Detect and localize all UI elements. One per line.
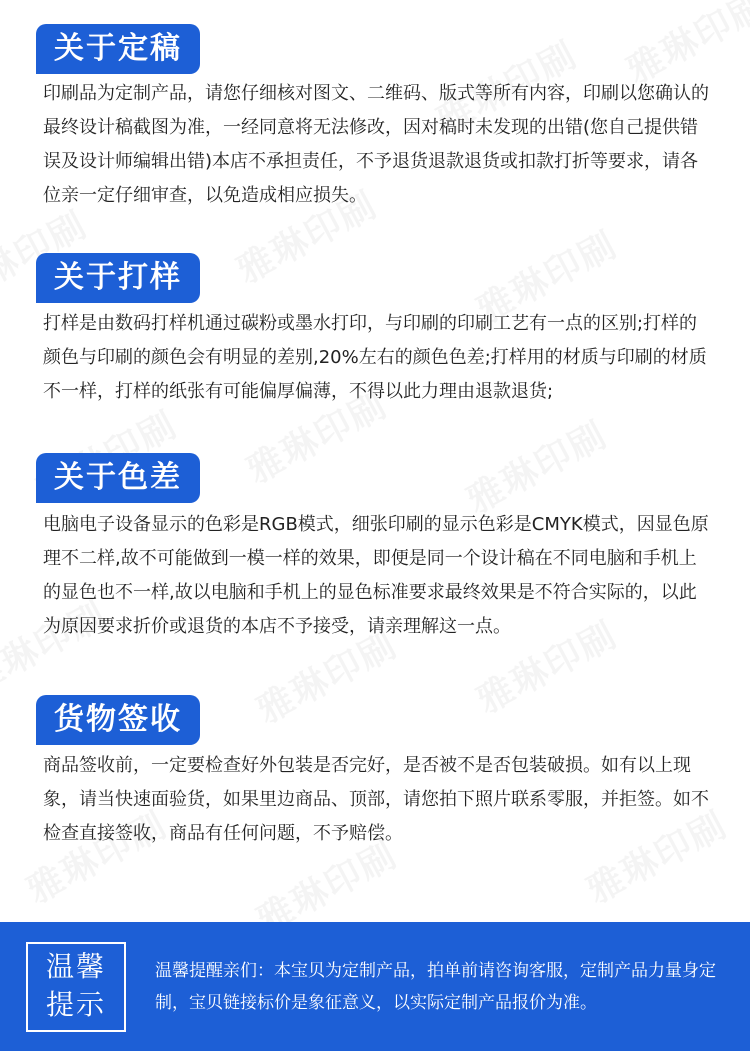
section-title: 关于定稿 xyxy=(36,24,200,74)
footer-notice xyxy=(0,922,750,1051)
watermark xyxy=(457,407,615,523)
section-body: 打样是由数码打样机通过碳粉或墨水打印，与印刷的印刷工艺有一点的区别;打样的颜色与印刷的颜色会有明显的差别,20%左右的颜色色差;打样用的材质与印刷的材质不一样，打样的纸张有可能偏厚偏薄，不得以此力理由退款退货; xyxy=(43,313,707,402)
section-title: 关于打样 xyxy=(36,253,200,303)
section-body: 电脑电子设备显示的色彩是RGB模式，细张印刷的显示色彩是CMYK模式，因显色原理不二样,故不可能做到一模一样的效果，即便是同一个设计稿在不同电脑和手机上的显色也不一样,故以电脑和手机上的显色标准要求最终效果是不符合实际的，以此为原因要求折价或退货的本店不予接受，请亲理解这一点。 xyxy=(43,514,709,637)
section-body: 印刷品为定制产品，请您仔细核对图文、二维码、版式等所有内容，印刷以您确认的最终设计稿截图为准，一经同意将无法修改，因对稿时未发现的出错(您自己提供错误及设计师编辑出错)本店不承担责任，不予退货退款退货或扣款打折等要求，请各位亲一定仔细审查，以免造成相应损失。 xyxy=(43,83,709,206)
section-title: 货物签收 xyxy=(36,695,200,745)
notice-label-line1: 温馨 xyxy=(45,950,106,983)
section-body: 商品签收前，一定要检查好外包装是否完好，是否被不是否包装破损。如有以上现象，请当快速面验货，如果里边商品、顶部，请您拍下照片联系零服，并拒签。如不检查直接签收，商品有任何问题，不予赔偿。 xyxy=(43,755,709,844)
section-title: 关于色差 xyxy=(36,453,200,503)
notice-label-line2: 提示 xyxy=(45,988,106,1021)
notice-text: 温馨提醒亲们：本宝贝为定制产品，拍单前请咨询客服，定制产品力量身定制，宝贝链接标价是象征意义，以实际定制产品报价为准。 xyxy=(155,961,716,1013)
notice-label-box xyxy=(26,942,126,1032)
